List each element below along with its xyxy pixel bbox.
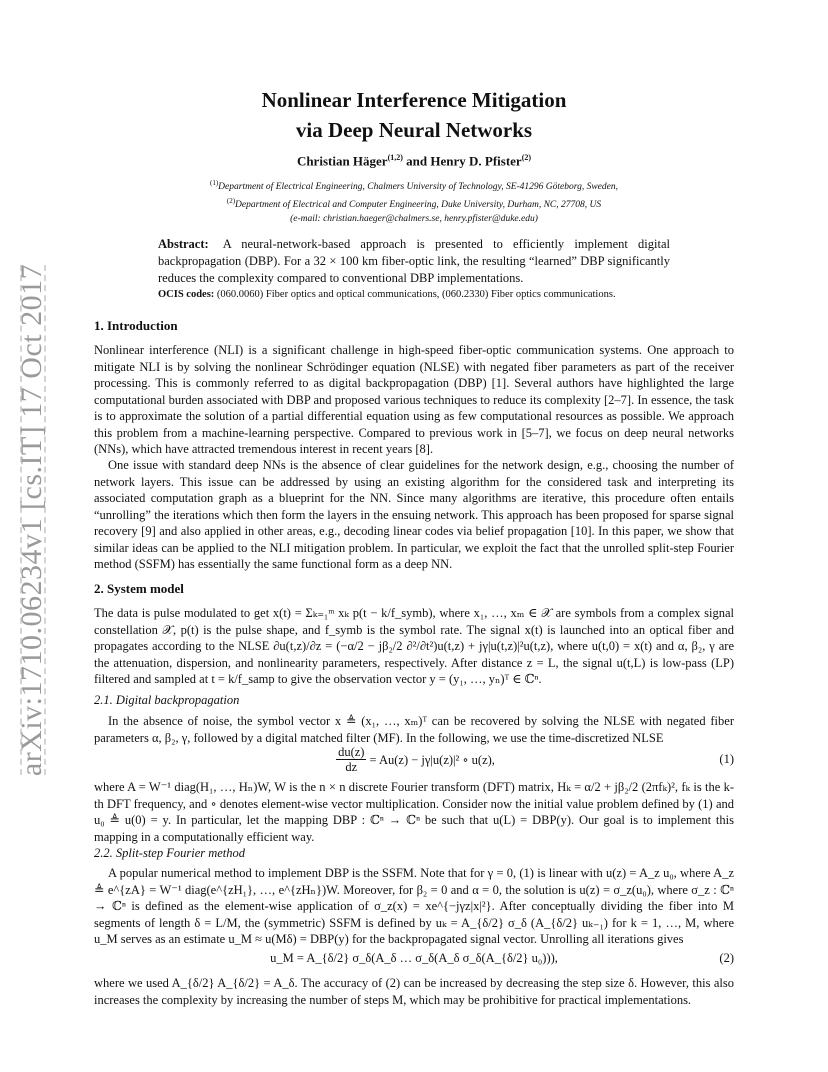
affil-1: Department of Electrical Engineering, Chalmers University of Technology, SE-41296 Göteborg, Sweden, — [218, 182, 618, 193]
equation-1 — [94, 745, 734, 774]
affiliations — [94, 176, 734, 226]
intro-paragraph-2: One issue with standard deep NNs is the absence of clear guidelines for the network design, e.g., choosing the number of network layers. This issue can be addressed by using an existing algorithm for the considered task and interpreting its associated computation graph as a blueprint for the NN. Since many algorithms are iterative, this procedure often entails “unrolling” the iterations which then form the layers in the ensuing network. This approach has been proposed for sparse signal recovery [9] and also applied in other areas, e.g., decoding linear codes via belief propagation [10]. In this paper, we show that similar ideas can be applied to the NLI mitigation problem. In particular, we exploit the fact that the unrolled split-step Fourier method (SSFM) has essentially the same functional form as a deep NN. — [94, 458, 734, 571]
affil-2: Department of Electrical and Computer Engineering, Duke University, Durham, NC, 27708, US — [235, 200, 602, 211]
section-heading-system-model: 2. System model — [94, 581, 184, 596]
arxiv-stamp-text: arXiv:1710.06234v1 [cs.IT] 17 Oct 2017 — [15, 263, 48, 777]
title-line-2: via Deep Neural Networks — [295, 118, 533, 142]
system-paragraph-1: The data is pulse modulated to get x(t) = Σₖ₌₁ᵐ xₖ p(t − k/f_symb), where x₁, …, xₘ ∈ 𝒳 are symbols from a complex signal constellation 𝒳, p(t) is the pulse shape, and f_symb is the symbol rate. The signal x(t) is launched into an optical fiber and propagates according to the NLSE ∂u(t,z)/∂z = (−α/2 − jβ₂/2 ∂²/∂t²)u(t,z) + jγ|u(t,z)|²u(t,z), where u(t,0) = x(t) and α, β₂, γ are the attenuation, dispersion, and nonlinearity parameters, respectively. After distance z = L, the signal u(t,L) is low-pass (LP) filtered and sampled at t = k/f_samp to give the observation vector y = (y₁, …, yₙ)ᵀ ∈ ℂⁿ. — [94, 606, 734, 686]
ocis-label: OCIS codes: — [158, 289, 215, 300]
affil-1-mark: (1) — [210, 179, 219, 187]
author-and: and — [402, 153, 431, 169]
ocis-codes — [158, 288, 670, 302]
eq1-numerator: du(z) — [338, 745, 365, 759]
author-list — [94, 153, 734, 169]
author-1-affil: (1,2) — [387, 153, 403, 162]
title-line-1: Nonlinear Interference Mitigation — [261, 88, 567, 112]
paper-title — [94, 85, 734, 145]
eq2-label: (2) — [719, 951, 734, 965]
arxiv-stamp — [12, 265, 52, 775]
eq2-body: u_M = A_{δ/2} σ_δ(A_δ … σ_δ(A_δ σ_δ(A_{δ/2} u₀))), — [270, 951, 558, 965]
abstract — [158, 236, 670, 287]
subsection-heading-dbp: 2.1. Digital backpropagation — [94, 693, 240, 707]
eq1-fraction — [336, 745, 366, 774]
section-heading-introduction: 1. Introduction — [94, 318, 178, 333]
subsection-heading-ssfm: 2.2. Split-step Fourier method — [94, 846, 246, 860]
system-paragraph-5: where we used A_{δ/2} A_{δ/2} = A_δ. The accuracy of (2) can be increased by decreasing the step size δ. However, this also increases the complexity by increasing the number of steps M, which may be prohibitive for practical implementations. — [94, 976, 734, 1007]
ocis-text: (060.0060) Fiber optics and optical communications, (060.2330) Fiber optics communications. — [214, 289, 616, 300]
author-2-affil: (2) — [521, 153, 532, 162]
affil-email: (e-mail: christian.haeger@chalmers.se, henry.pfister@duke.edu) — [290, 214, 538, 225]
eq1-rhs: = Au(z) − jγ|u(z)|² ∘ u(z), — [369, 752, 495, 767]
abstract-text: A neural-network-based approach is presented to efficiently implement digital backpropagation (DBP). For a 32 × 100 km fiber-optic link, the resulting “learned” DBP significantly reduces the complexity compared to conventional DBP implementations. — [158, 237, 670, 285]
equation-2 — [94, 951, 734, 966]
intro-paragraph-1: Nonlinear interference (NLI) is a significant challenge in high-speed fiber-optic communication systems. One approach to mitigate NLI is by solving the nonlinear Schrödinger equation (NLSE) with negated fiber parameters as part of the receiver processing. This is commonly referred to as digital backpropagation (DBP) [1]. Several authors have highlighted the large computational burden associated with DBP and proposed various techniques to reduce its complexity [2–7]. In essence, the task is to approximate the solution of a partial differential equation using as few computational resources as possible. We approach this problem from a machine-learning perspective. Compared to previous work in [5–7], we focus on deep neural networks (NNs), which have attracted tremendous interest in recent years [8]. — [94, 343, 734, 456]
system-paragraph-4: A popular numerical method to implement DBP is the SSFM. Note that for γ = 0, (1) is linear with u(z) = A_z u₀, where A_z ≜ e^{zA} = W⁻¹ diag(e^{zH₁}, …, e^{zHₙ})W. Moreover, for β₂ = 0 and α = 0, the solution is u(z) = σ_z(u₀), where σ_z : ℂⁿ → ℂⁿ is defined as the element-wise application of σ_z(x) = xe^{−jγz|x|²}. After conceptually dividing the fiber into M segments of length δ = L/M, the (symmetric) SSFM is defined by uₖ = A_{δ/2} σ_δ (A_{δ/2} uₖ₋₁) for k = 1, …, M, where u_M serves as an estimate u_M ≈ u(Mδ) = DBP(y) for the backpropagated signal vector. Unrolling all iterations gives — [94, 866, 734, 946]
author-2: Henry D. Pfister — [430, 153, 522, 169]
author-1: Christian Häger — [296, 153, 388, 169]
affil-2-mark: (2) — [226, 197, 236, 206]
eq1-label: (1) — [719, 752, 734, 766]
system-paragraph-3: where A = W⁻¹ diag(H₁, …, Hₙ)W, W is the n × n discrete Fourier transform (DFT) matrix, Hₖ = α/2 + jβ₂/2 (2πfₖ)², fₖ is the k-th DFT frequency, and ∘ denotes element-wise vector multiplication. Consider now the initial value problem defined by (1) and u₀ ≜ u(0) = y. In particular, let the mapping DBP : ℂⁿ → ℂⁿ be such that u(L) = DBP(y). Our goal is to implement this mapping in a computationally efficient way. — [94, 780, 734, 844]
system-paragraph-2: In the absence of noise, the symbol vector x ≜ (x₁, …, xₘ)ᵀ can be recovered by solving the NLSE with negated fiber parameters α, β₂, γ, followed by a digital matched filter (MF). In the following, we use the time-discretized NLSE — [94, 714, 734, 745]
eq1-denominator: dz — [345, 760, 358, 774]
abstract-label: Abstract: — [158, 237, 209, 251]
